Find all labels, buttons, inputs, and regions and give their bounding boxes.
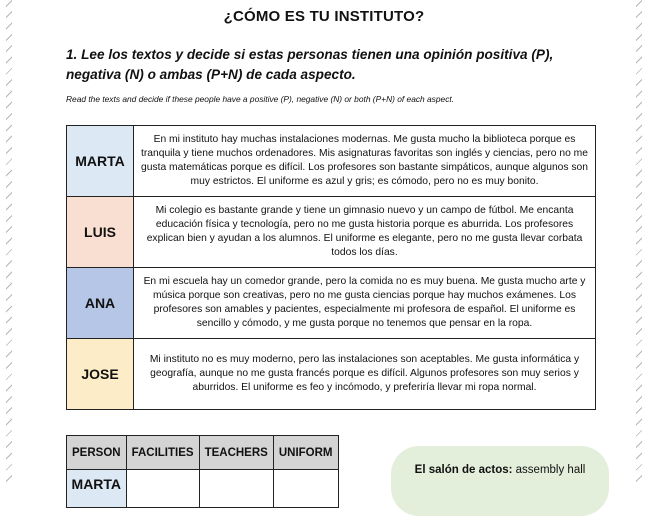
vocab-box (391, 446, 609, 516)
answer-facilities-cell[interactable] (126, 470, 199, 508)
answer-grid-header (67, 436, 339, 470)
person-row (67, 197, 596, 268)
answer-teachers-cell[interactable] (199, 470, 273, 508)
instruction-spanish: 1. Lee los textos y decide si estas personas tienen una opinión positiva (P), negativa (N) o ambas (P+N) de cada aspecto. (66, 47, 554, 82)
answer-row (67, 470, 339, 508)
page-border-right (636, 0, 642, 486)
person-row (67, 268, 596, 339)
person-text: En mi instituto hay muchas instalaciones modernas. Me gusta mucho la biblioteca porque es tranquila y tiene muchos ordenadores. Mis asignaturas favoritas son inglés y ciencias, pero no me gusta matemáticas porque es difícil. Los profesores son bastante simpáticos, aunque algunos son muy estrictos. El uniforme es azul y gris; es cómodo, pero no es muy bonito. (134, 126, 596, 197)
page-title: ¿CÓMO ES TU INSTITUTO? (223, 8, 425, 25)
person-text: Mi colegio es bastante grande y tiene un gimnasio nuevo y un campo de fútbol. Me encanta educación física y tecnología, pero no me gusta historia porque es aburrida. Los profesores explican bien y ayudan a los alumnos. El uniforme es elegante, pero no me gusta llevar corbata todos los días. (134, 197, 596, 268)
vocab-meaning: assembly hall (515, 464, 586, 476)
page-border-left (6, 0, 12, 486)
header-teachers: TEACHERS (199, 436, 273, 470)
person-name: ANA (67, 268, 134, 339)
answer-grid (66, 435, 339, 508)
person-text: Mi instituto no es muy moderno, pero las instalaciones son aceptables. Me gusta informática y geografía, aunque no me gusta francés porque es difícil. Algunos profesores son muy serios y aburridos. El uniforme es feo y incómodo, y preferiría llevar mi ropa normal. (134, 339, 596, 410)
person-name: JOSE (67, 339, 134, 410)
header-person: PERSON (67, 436, 127, 470)
person-text: En mi escuela hay un comedor grande, pero la comida no es muy buena. Me gusta mucho arte y música porque son creativas, pero no me gusta ciencias porque hay muchos exámenes. Los profesores son amables y pacientes, especialmente mi profesora de español. El uniforme es sencillo y cómodo, y me gusta porque no tenemos que pensar en la ropa. (134, 268, 596, 339)
answer-uniform-cell[interactable] (273, 470, 338, 508)
reading-texts-table (66, 125, 596, 410)
answer-person: MARTA (67, 470, 127, 508)
vocab-term: El salón de actos: (414, 464, 513, 476)
person-name: LUIS (67, 197, 134, 268)
header-uniform: UNIFORM (273, 436, 338, 470)
person-name: MARTA (67, 126, 134, 197)
person-row (67, 339, 596, 410)
header-facilities: FACILITIES (126, 436, 199, 470)
person-row (67, 126, 596, 197)
instruction-english: Read the texts and decide if these people have a positive (P), negative (N) or both (P+N) of each aspect. (66, 94, 455, 104)
